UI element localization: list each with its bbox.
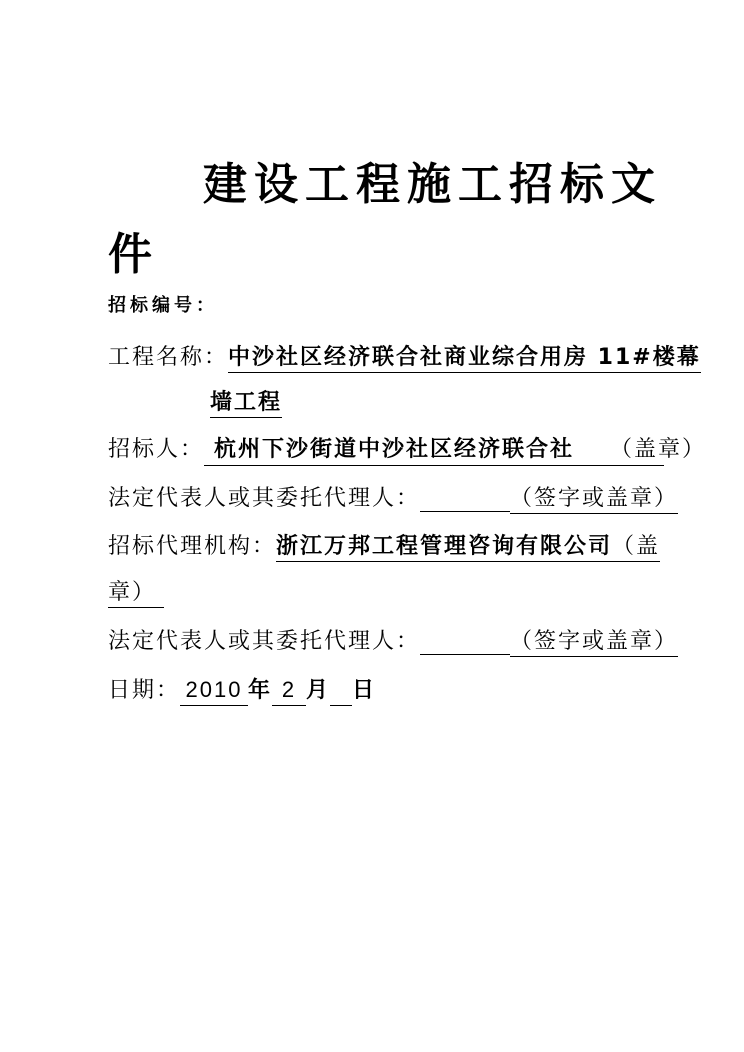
date-row — [108, 673, 376, 706]
legal-rep-row-2 — [108, 624, 678, 655]
tenderer-field — [204, 432, 707, 466]
agency-seal-note-2: 章） — [108, 580, 164, 608]
bid-number-label: 招标编号： — [108, 295, 218, 316]
document-title-line1: 建设工程施工招标文 — [203, 159, 662, 210]
agency-label: 招标代理机构： — [108, 534, 277, 559]
agency-row-2 — [108, 575, 164, 606]
date-month-unit: 月 — [306, 678, 331, 703]
agency-seal-note-1: （盖 — [612, 534, 661, 559]
tenderer-label: 招标人： — [108, 437, 205, 462]
date-month: 2 — [272, 677, 306, 706]
legal-rep-label-2: 法定代表人或其委托代理人： — [108, 629, 421, 654]
project-name-row — [108, 340, 701, 371]
project-name-value-line1: 中沙社区经济联合社商业综合用房 11#楼幕 — [228, 345, 701, 373]
document-title-line2: 件 — [108, 229, 159, 280]
legal-rep-sign-note-1: （签字或盖章） — [510, 486, 678, 514]
date-day-blank — [330, 681, 352, 706]
agency-value: 浙江万邦工程管理咨询有限公司 — [276, 534, 613, 559]
legal-rep-signature-line-2 — [420, 654, 510, 655]
project-name-label: 工程名称： — [108, 345, 229, 370]
legal-rep-label-1: 法定代表人或其委托代理人： — [108, 486, 421, 511]
date-day-unit: 日 — [352, 678, 377, 703]
legal-rep-row-1 — [108, 481, 678, 512]
project-name-row-2 — [210, 385, 282, 416]
date-year-unit: 年 — [248, 678, 273, 703]
legal-rep-sign-note-2: （签字或盖章） — [510, 629, 678, 657]
tenderer-row — [108, 432, 707, 466]
project-name-value-line2: 墙工程 — [210, 390, 282, 418]
tenderer-value: 杭州下沙街道中沙社区经济联合社 — [214, 437, 575, 462]
legal-rep-signature-line-1 — [420, 511, 510, 512]
date-label: 日期： — [108, 678, 181, 703]
date-year: 2010 — [180, 677, 248, 706]
agency-row — [108, 529, 660, 560]
agency-field — [276, 534, 660, 562]
tenderer-seal-note: （盖章） — [610, 437, 707, 462]
